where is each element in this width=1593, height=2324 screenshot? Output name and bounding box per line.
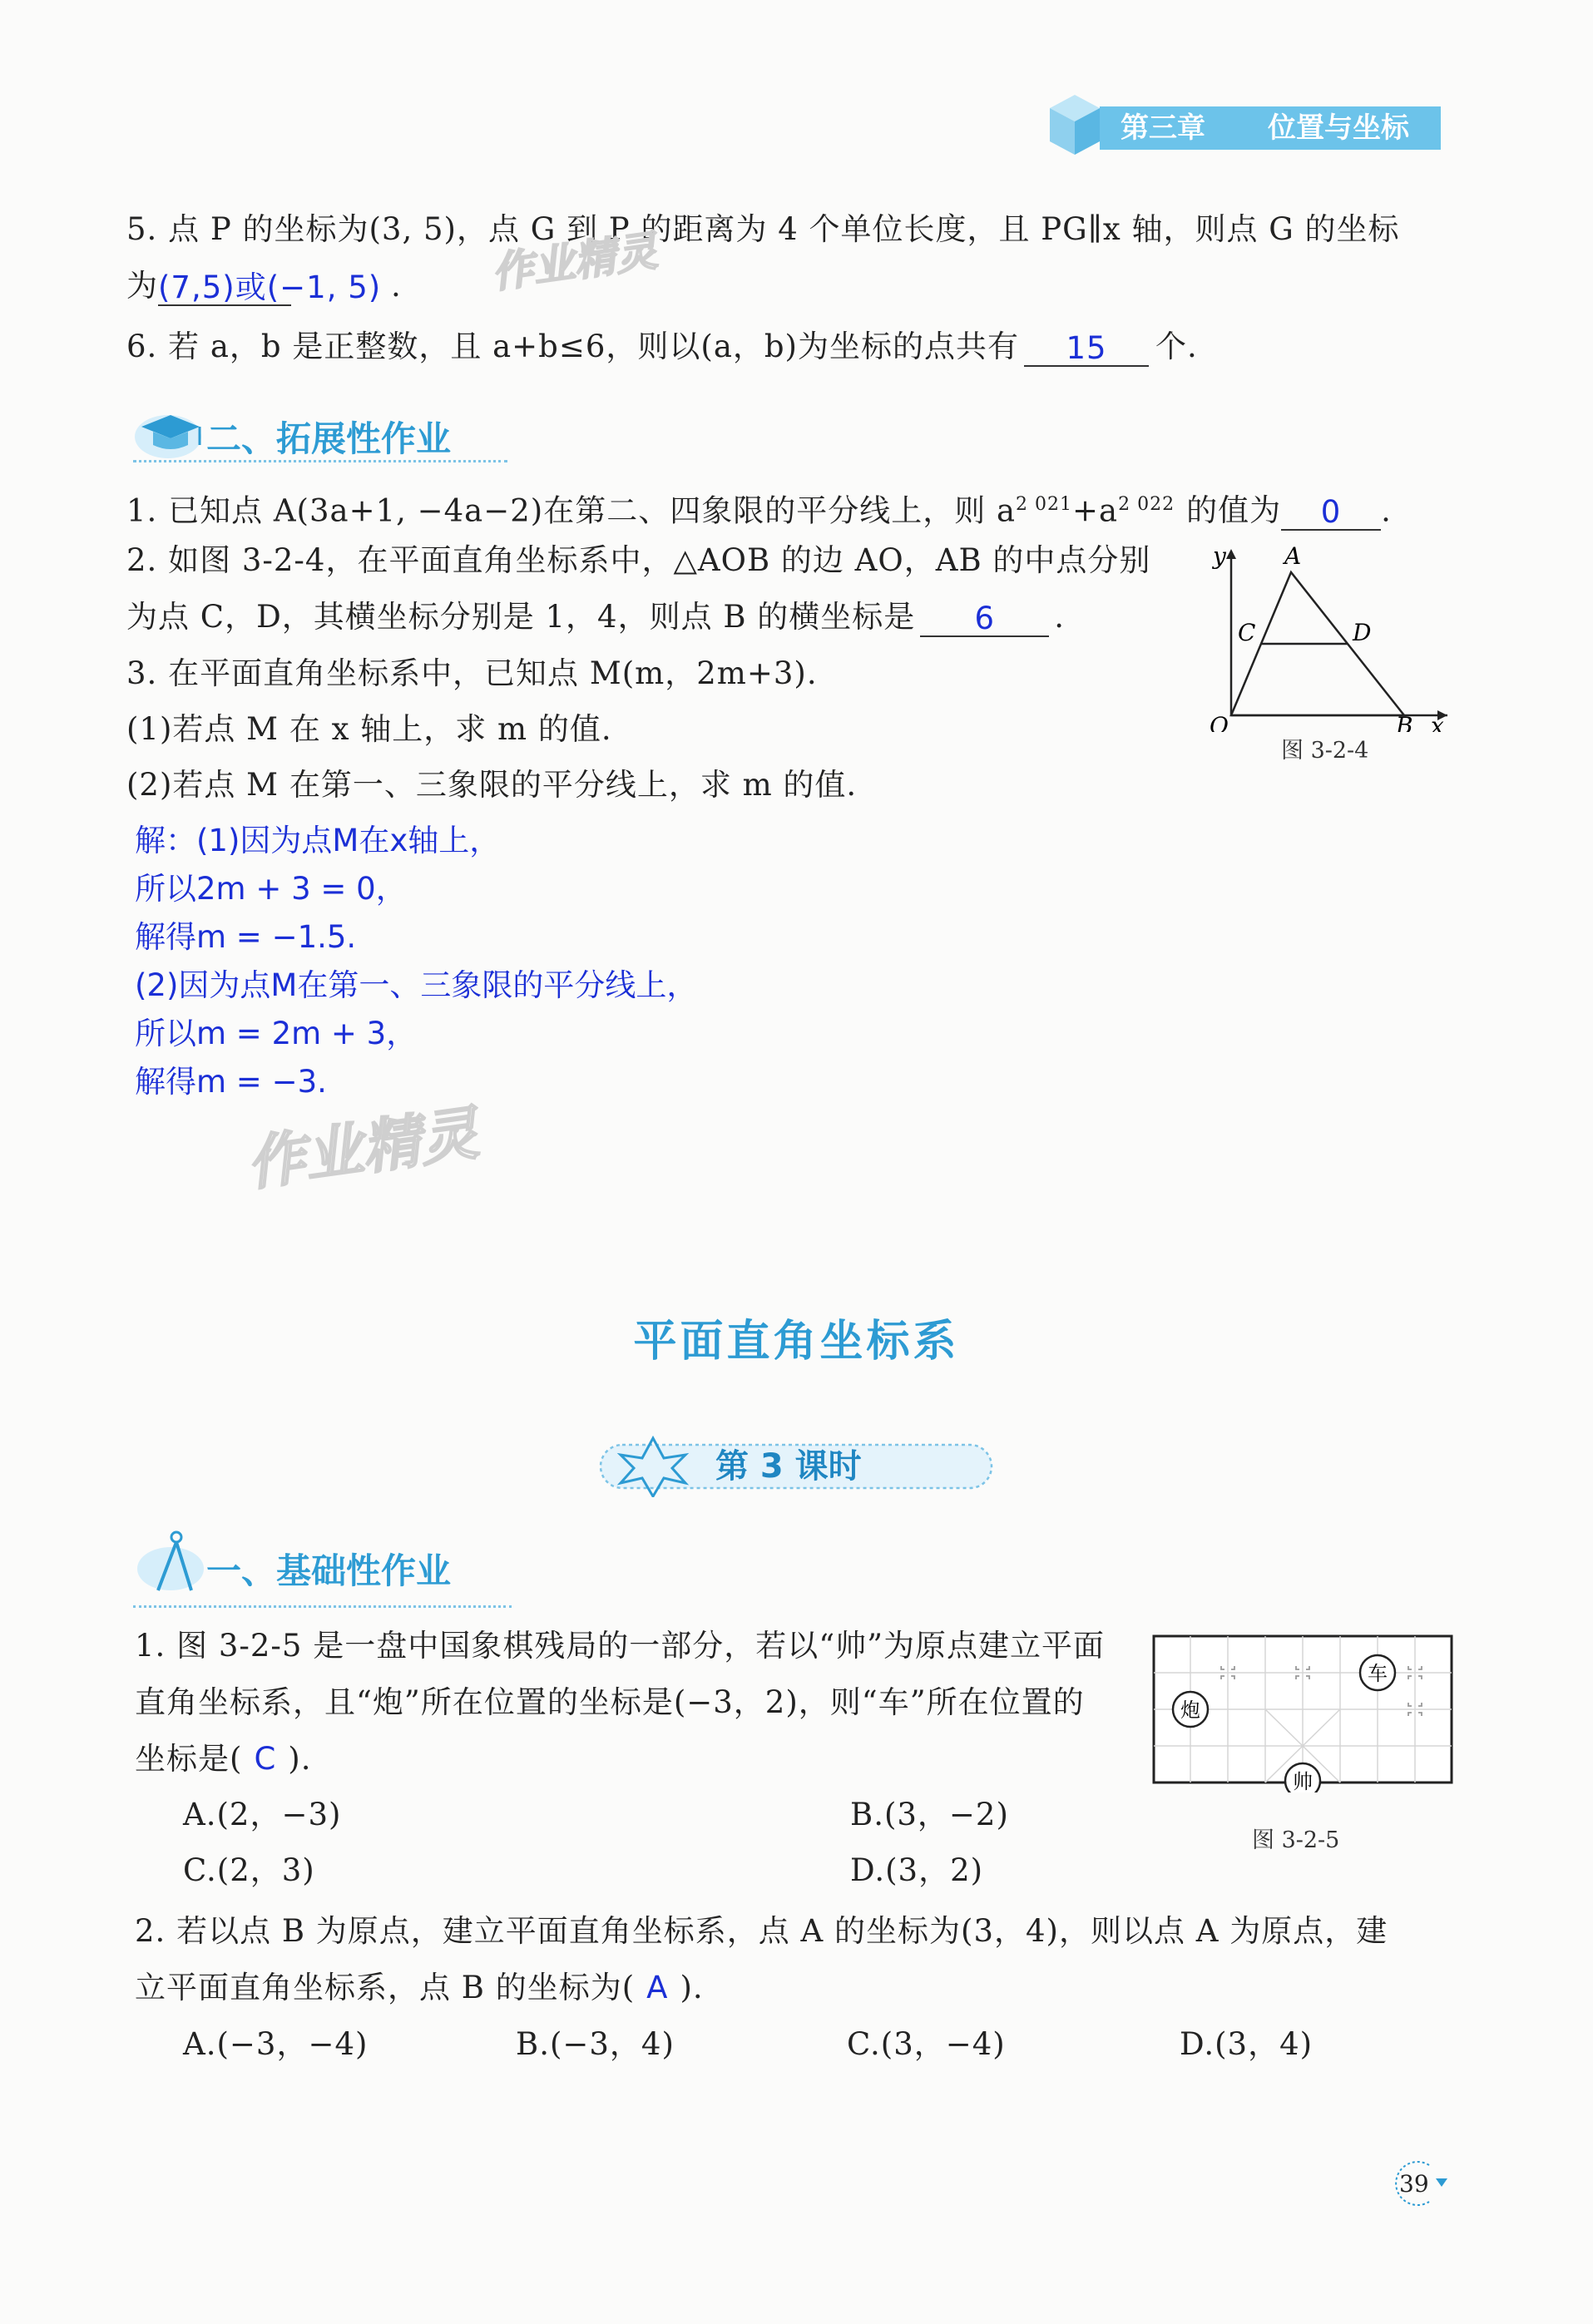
q6 (126, 327, 1198, 367)
fig324-label-x: x (1431, 712, 1444, 732)
section-basic-title: 一、基础性作业 (206, 1550, 452, 1591)
b2-answer: A (646, 1970, 669, 2005)
q6-answer: 15 (1066, 330, 1107, 366)
section-ext-underline (133, 460, 507, 462)
ext2-answer: 6 (974, 601, 996, 636)
ext1-answer-blank (1281, 492, 1381, 531)
piece-pao-label: 炮 (1180, 1698, 1200, 1722)
q5-prefix: 为 (126, 268, 158, 304)
b2-line2 (135, 1968, 704, 2008)
fig324-label-C: C (1238, 619, 1256, 646)
b2-option-a: A.(−3，−4) (183, 2026, 369, 2062)
xiangqi-board (1152, 1634, 1456, 1792)
fig324-label-y: y (1213, 542, 1226, 570)
b1-answer: C (254, 1741, 277, 1777)
q5-line1: 5. 点 P 的坐标为(3, 5)，点 G 到 P 的距离为 4 个单位长度，且 PG∥x 轴，则点 G 的坐标 (126, 211, 1400, 247)
lesson-title: 平面直角坐标系 (633, 1317, 960, 1367)
ext1-answer: 0 (1320, 494, 1342, 531)
ext2-text: 为点 C，D，其横坐标分别是 1，4，则点 B 的横坐标是 (126, 599, 916, 635)
page-number-badge (1381, 2158, 1456, 2208)
page-number: 39 (1399, 2170, 1429, 2198)
b2-line2-end: ). (680, 1970, 704, 2005)
fig324-label-A: A (1284, 542, 1302, 570)
q5-end: . (391, 268, 402, 304)
b2-option-b: B.(−3，4) (516, 2026, 675, 2062)
watermark-middle: 作业精灵 (242, 1098, 483, 1199)
q6-answer-blank (1024, 329, 1149, 367)
b1-option-a: A.(2，−3) (183, 1797, 342, 1832)
fig324-label-B: B (1396, 712, 1413, 732)
q5-answer-blank (158, 268, 382, 306)
b1-option-c: C.(2，3) (183, 1852, 315, 1888)
ext2-line2 (126, 597, 1065, 637)
ext1 (126, 485, 1392, 531)
ext1-text-b: 的值为 (1186, 492, 1282, 529)
ext1-end: . (1381, 492, 1392, 529)
triangle-figure (1198, 541, 1472, 732)
ext1-plus: +a (1072, 492, 1119, 529)
piece-shuai-label: 帅 (1293, 1770, 1313, 1792)
ext3-line1: 3. 在平面直角坐标系中，已知点 M(m，2m+3). (126, 655, 818, 691)
graduation-cap-icon (133, 403, 208, 462)
b1-line3-text: 坐标是( (135, 1741, 243, 1777)
b1-line1: 1. 图 3-2-5 是一盘中国象棋残局的一部分，若以“帅”为原点建立平面 (135, 1628, 1106, 1664)
q5-line2 (126, 266, 402, 306)
header-title: 位置与坐标 (1268, 111, 1409, 145)
fig324-label-D: D (1353, 619, 1372, 646)
lesson-badge-text: 第 3 课时 (715, 1447, 862, 1486)
b2-line1: 2. 若以点 B 为原点，建立平面直角坐标系，点 A 的坐标为(3，4)，则以点 A 为原点，建 (135, 1913, 1388, 1949)
b2-line2-text: 立平面直角坐标系，点 B 的坐标为( (135, 1970, 636, 2005)
b1-line3-end: ). (288, 1741, 312, 1777)
watermark-top: 作业精灵 (488, 226, 660, 298)
section-ext-title: 二、拓展性作业 (206, 418, 452, 459)
ext2-line1: 2. 如图 3-2-4，在平面直角坐标系中，△AOB 的边 AO，AB 的中点分别 (126, 542, 1151, 578)
b1-line2: 直角坐标系，且“炮”所在位置的坐标是(−3，2)，则“车”所在位置的 (135, 1684, 1085, 1720)
fig324-caption: 图 3-2-4 (1281, 738, 1369, 764)
section-basic-underline (133, 1605, 512, 1608)
figure-3-2-5 (1152, 1634, 1456, 1859)
fig324-label-O: O (1210, 712, 1229, 732)
figure-3-2-4 (1198, 541, 1472, 765)
header-chapter: 第三章 (1121, 111, 1205, 145)
b1-line3 (135, 1739, 311, 1779)
compass-icon (133, 1529, 208, 1595)
q6-text: 6. 若 a，b 是正整数，且 a+b≤6，则以(a，b)为坐标的点共有 (126, 329, 1019, 364)
fig325-caption: 图 3-2-5 (1252, 1827, 1340, 1853)
lesson-badge (599, 1435, 994, 1497)
b2-option-c: C.(3，−4) (847, 2026, 1006, 2062)
solution-line: 解得m = −1.5. (135, 919, 357, 955)
piece-che-label: 车 (1368, 1662, 1388, 1685)
q5-answer: (7,5)或(−1, 5) (158, 269, 382, 305)
q6-end: 个. (1155, 329, 1198, 364)
ext3-line2: (1)若点 M 在 x 轴上，求 m 的值. (126, 711, 612, 747)
ext1-exp2: 2 022 (1118, 494, 1175, 515)
b2-option-d: D.(3，4) (1180, 2026, 1313, 2062)
ext2-answer-blank (920, 599, 1049, 637)
solution-line: 解：(1)因为点M在x轴上， (135, 823, 501, 858)
ext1-text: 1. 已知点 A(3a+1, −4a−2)在第二、四象限的平分线上，则 a (126, 492, 1017, 529)
chapter-header (1050, 91, 1441, 158)
solution-line: 所以2m + 3 = 0， (135, 871, 407, 907)
ext3-line3: (2)若点 M 在第一、三象限的平分线上，求 m 的值. (126, 767, 858, 803)
ext2-end: . (1054, 599, 1066, 635)
ext1-exp1: 2 021 (1016, 494, 1073, 515)
solution-line: 解得m = −3. (135, 1064, 327, 1100)
solution-line: 所以m = 2m + 3， (135, 1016, 418, 1051)
b1-option-d: D.(3，2) (850, 1852, 984, 1888)
solution-block (135, 817, 697, 1106)
solution-line: (2)因为点M在第一、三象限的平分线上， (135, 967, 698, 1003)
b1-option-b: B.(3，−2) (850, 1797, 1009, 1832)
